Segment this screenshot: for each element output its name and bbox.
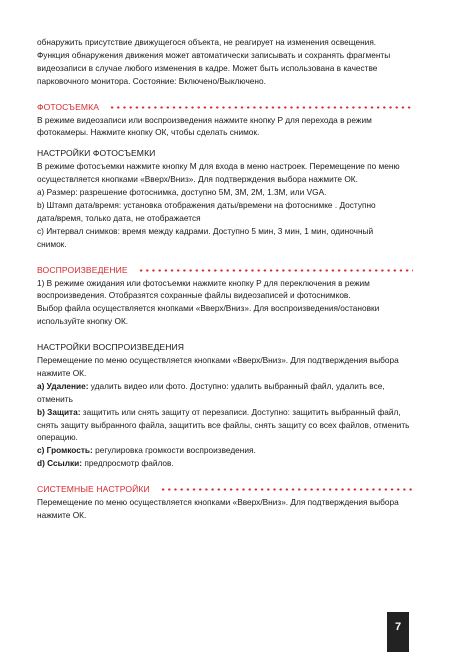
heading-label: НАСТРОЙКИ ФОТОСЪЕМКИ [37, 148, 156, 159]
section-heading-system [37, 483, 417, 496]
text-line: отменить [37, 393, 73, 404]
term-text: удалить видео или фото. Доступно: удалить выбранный файл, удалить все, [88, 380, 385, 391]
term-links: d) Ссылки: [37, 458, 83, 469]
text-line: парковочного монитора. Состояние: Включено/Выключено. [37, 75, 266, 86]
intro-paragraph [37, 36, 417, 88]
section-heading-playback [37, 264, 417, 277]
text-line [37, 380, 417, 393]
heading-label: ФОТОСЪЕМКА [37, 101, 100, 112]
text-line: c) Интервал снимков: время между кадрами. Доступно 5 мин, 3 мин, 1 мин, одиночный [37, 225, 374, 236]
section-heading-photo-settings [37, 147, 417, 160]
section-playback-settings [37, 341, 417, 470]
dotted-leader [160, 488, 413, 491]
term-volume: c) Громкость: [37, 445, 93, 456]
text-line: Выбор файла осуществляется кнопками «Вверх/Вниз». Для воспроизведения/остановки [37, 303, 380, 314]
text-line: Перемещение по меню осуществляется кнопками «Вверх/Вниз». Для подтверждения выбора [37, 497, 399, 508]
term-delete: a) Удаление: [37, 380, 89, 391]
text-line: нажмите ОК. [37, 510, 87, 520]
text-line: используйте кнопку ОК. [37, 316, 129, 327]
text-line: снять защиту выбранного файла, защитить все файлы, снять защиту со всех файлов, отменить [37, 419, 410, 430]
section-photo [37, 101, 417, 140]
section-playback [37, 264, 417, 329]
text-line: b) Штамп дата/время: установка отображения даты/времени на фотоснимке . Доступно [37, 199, 376, 210]
text-line: воспроизведения. Отобразятся сохранные файлы видеозаписей и фотоснимков. [37, 290, 351, 301]
text-line: a) Размер: разрешение фотоснимка, доступно 5M, 3M, 2M, 1.3M, или VGA. [37, 187, 327, 198]
text-line: дата/время, только дата, не отображается [37, 212, 201, 223]
text-line: осуществляется кнопками «Вверх/Вниз». Для подтверждения выбора нажмите ОК. [37, 174, 358, 185]
text-line: фотокамеры. Нажмите кнопку ОК, чтобы сделать снимок. [37, 127, 260, 138]
section-heading-photo [37, 101, 417, 114]
section-photo-settings [37, 147, 417, 250]
text-line [37, 457, 417, 470]
term-text: регулировка громкости воспроизведения. [92, 445, 256, 456]
text-line: В режиме фотосъемки нажмите кнопку М для входа в меню настроек. Перемещение по меню [37, 161, 400, 172]
dotted-leader [138, 269, 413, 272]
text-line: видеозаписи в случае любого изменения в кадре. Может быть использована в качестве [37, 62, 378, 73]
section-heading-playback-settings [37, 341, 417, 354]
text-line: Перемещение по меню осуществляется кнопками «Вверх/Вниз». Для подтверждения выбора [37, 355, 399, 366]
term-protect: b) Защита: [37, 406, 81, 417]
heading-label: ВОСПРОИЗВЕДЕНИЕ [37, 264, 128, 275]
text-line: обнаружить присутствие движущегося объекта, не реагирует на изменения освещения. [37, 37, 377, 47]
heading-label: СИСТЕМНЫЕ НАСТРОЙКИ [37, 484, 150, 495]
heading-label: НАСТРОЙКИ ВОСПРОИЗВЕДЕНИЯ [37, 342, 185, 353]
term-text: защитить или снять защиту от перезаписи. Доступно: защитить выбранный файл, [80, 406, 401, 417]
manual-page [37, 36, 417, 522]
text-line: снимок. [37, 238, 67, 249]
dotted-leader [109, 106, 413, 109]
text-line: 1) В режиме ожидания или фотосъемки нажмите кнопку P для переключения в режим [37, 277, 370, 288]
section-system [37, 483, 417, 522]
text-line [37, 406, 417, 419]
text-line: В режиме видеозаписи или воспроизведения нажмите кнопку P для перехода в режим [37, 114, 372, 125]
text-line [37, 444, 417, 457]
page-number-tab: 7 [387, 612, 409, 652]
text-line: операцию. [37, 432, 78, 443]
text-line: нажмите ОК. [37, 367, 87, 378]
text-line: Функция обнаружения движения может автоматически записывать и сохранять фрагменты [37, 49, 391, 60]
term-text: предпросмотр файлов. [82, 458, 174, 469]
